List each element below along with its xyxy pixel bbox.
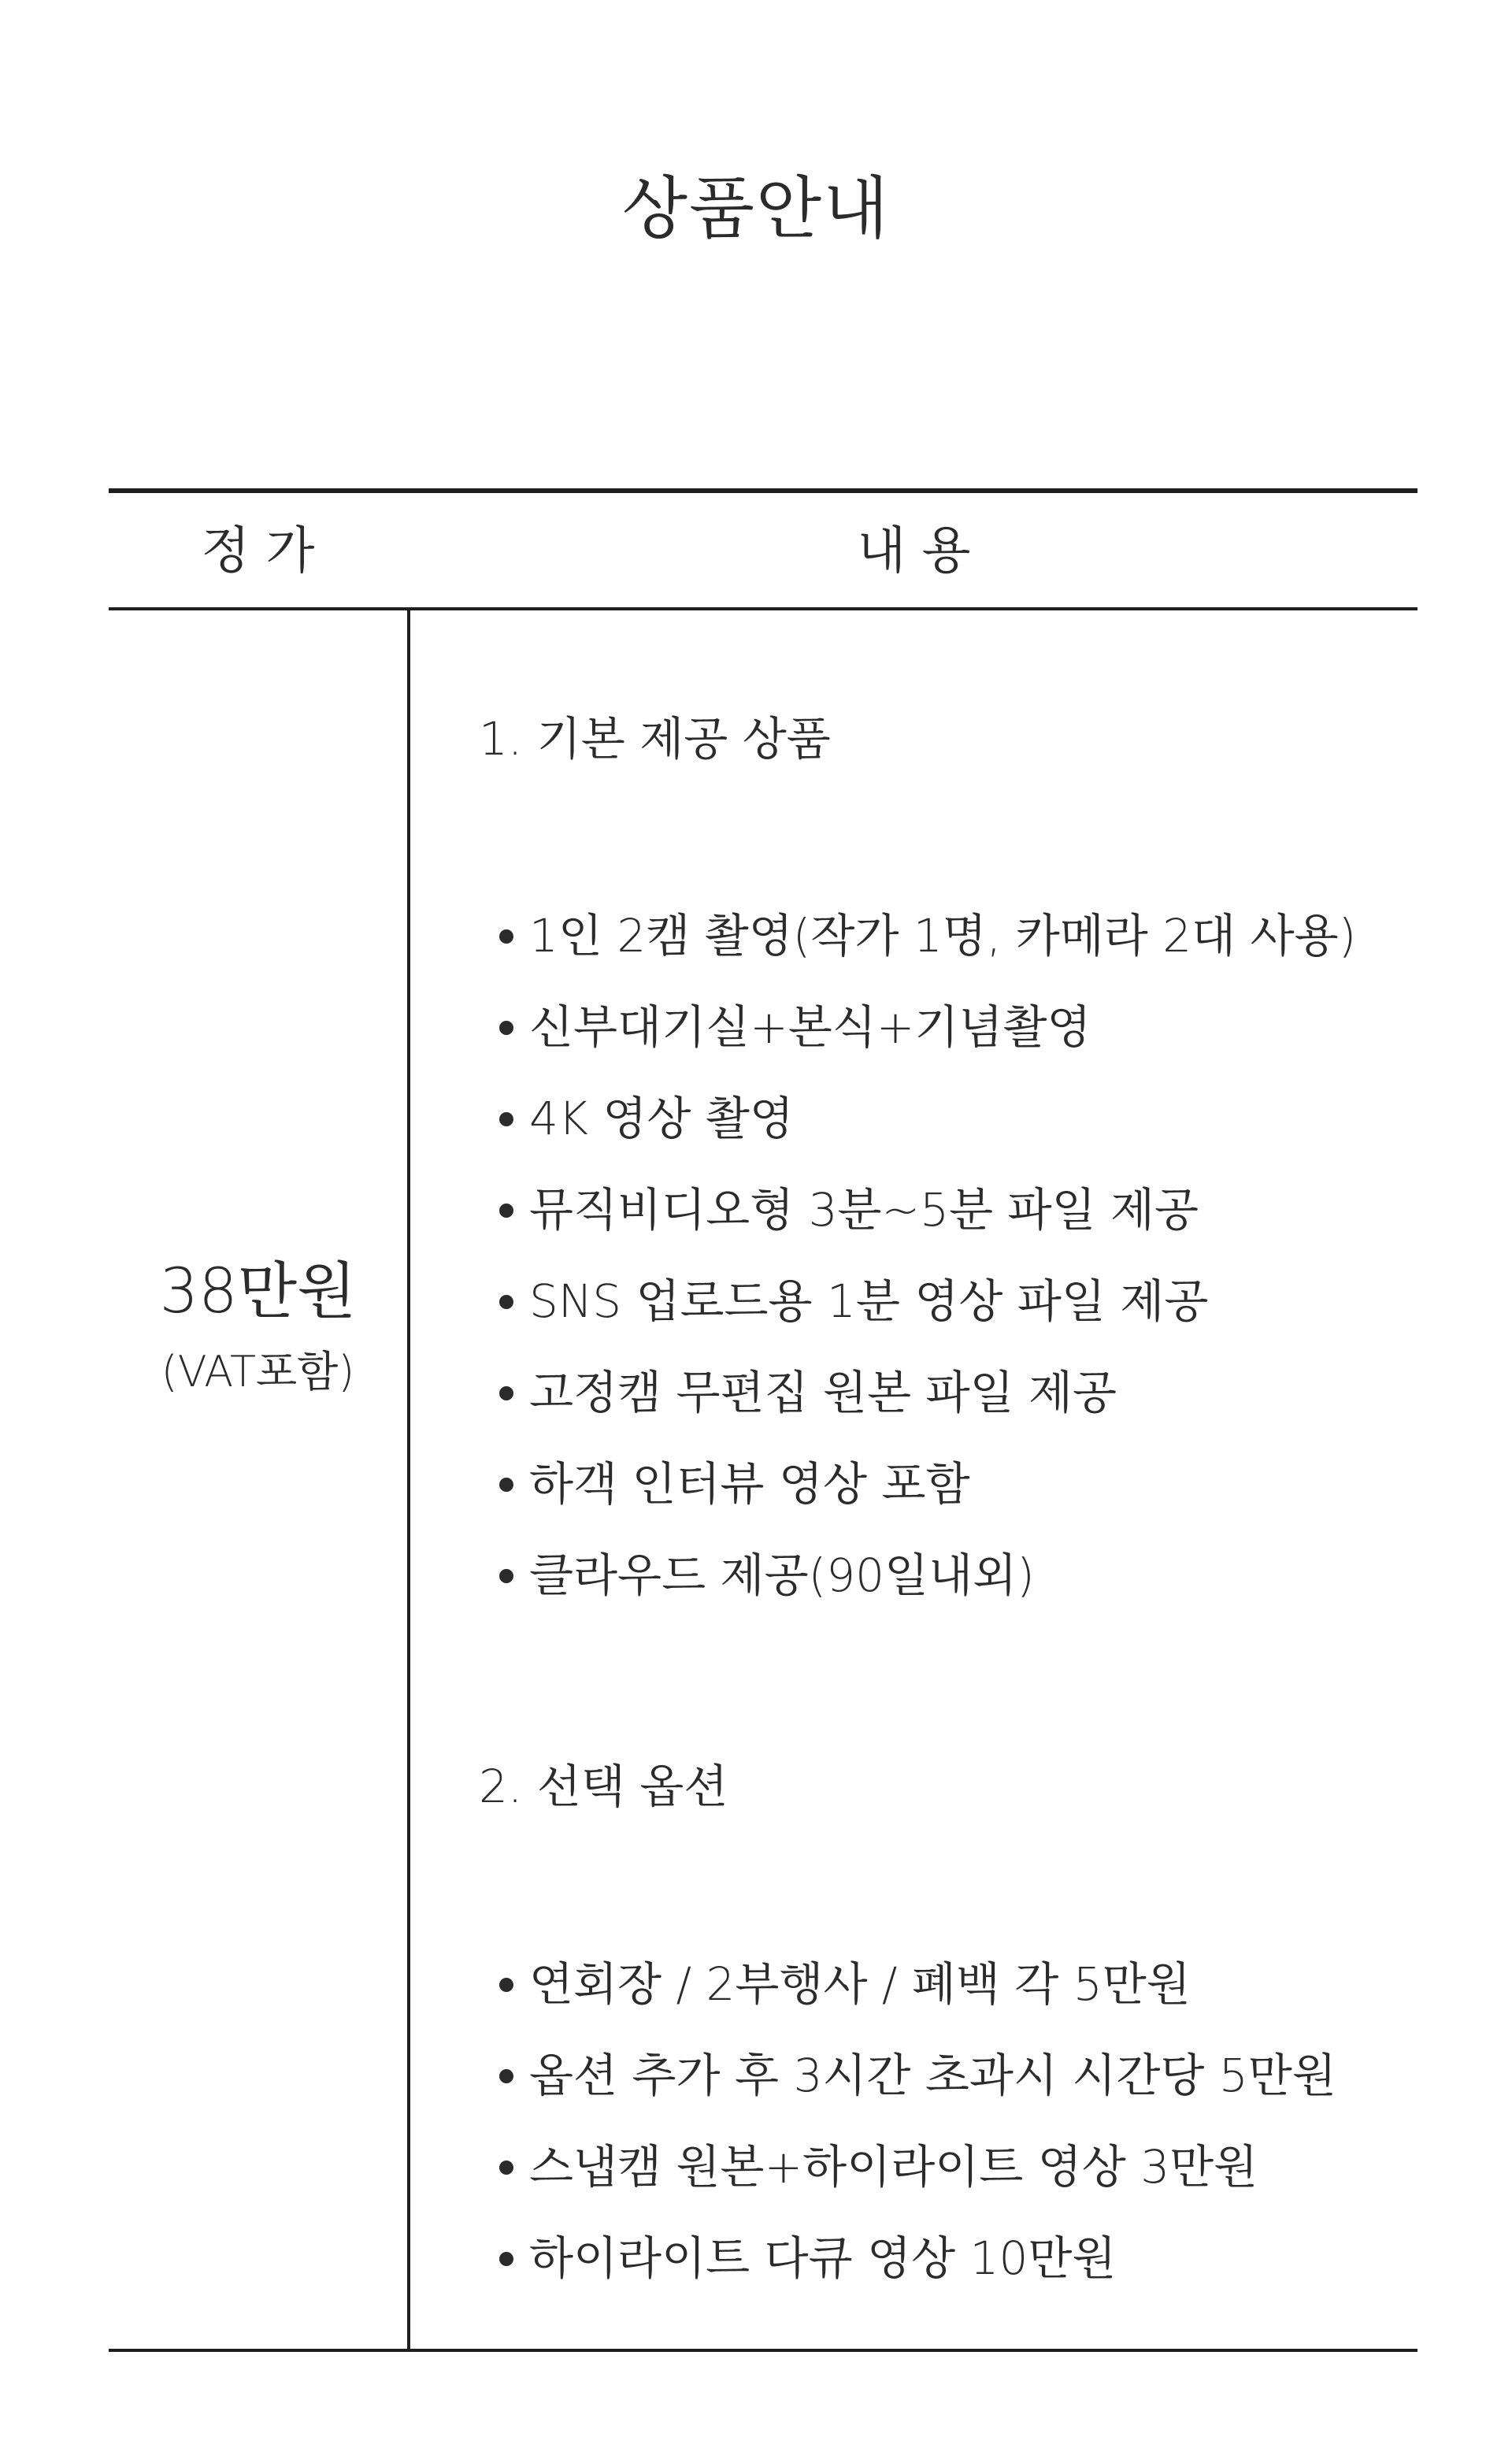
bullet-dot-icon [499,1112,513,1126]
list-item [479,1347,1408,1438]
bullet-dot-icon [499,1569,513,1583]
bullet-dot-icon [499,2069,513,2083]
price-amount: 38만원 [159,1256,357,1327]
column-divider [407,610,410,2349]
list-item [479,2030,1408,2121]
price-vat-note: (VAT포함) [161,1347,355,1396]
content-cell [479,707,1408,2304]
table-header-rule [109,607,1418,610]
bullet-dot-icon [499,2252,513,2266]
header-price: 정 가 [201,522,315,580]
list-item-text: 4K 영상 촬영 [529,1092,794,1145]
list-item-text: 하객 인터뷰 영상 포함 [529,1457,970,1511]
list-item-text: 고정캠 무편집 원본 파일 제공 [529,1366,1117,1419]
list-item [479,1164,1408,1256]
bullet-dot-icon [499,1478,513,1492]
table-bottom-rule [109,2349,1418,2352]
list-item-text: 스냅캠 원본+하이라이트 영상 3만원 [529,2140,1258,2194]
list-item [479,1938,1408,2030]
list-item-text: 신부대기실+본식+기념촬영 [529,1000,1091,1054]
list-item-text: 클라우드 제공(90일내외) [529,1549,1035,1602]
list-item-text: 하이라이트 다큐 영상 10만원 [529,2231,1117,2285]
list-item-text: 연회장 / 2부행사 / 폐백 각 5만원 [529,1957,1191,2011]
list-item-text: 옵션 추가 후 3시간 초과시 시간당 5만원 [529,2049,1336,2102]
bullet-dot-icon [499,1295,513,1309]
option-items-list [479,1938,1408,2304]
list-item [479,1530,1408,1621]
header-content: 내 용 [857,522,971,580]
bullet-dot-icon [499,1204,513,1218]
bullet-dot-icon [499,1386,513,1400]
list-item [479,981,1408,1073]
bullet-dot-icon [499,1021,513,1035]
list-item-text: SNS 업로드용 1분 영상 파일 제공 [529,1274,1209,1328]
page-title: 상품안내 [621,169,891,248]
list-item-text: 뮤직비디오형 3분~5분 파일 제공 [529,1183,1199,1237]
list-item [479,1438,1408,1530]
list-item [479,1256,1408,1347]
bullet-dot-icon [499,1978,513,1992]
section-title-options: 2. 선택 옵션 [479,1760,728,1813]
bullet-dot-icon [499,929,513,944]
table-top-rule [109,488,1418,493]
bullet-dot-icon [499,2161,513,2175]
list-item-text: 1인 2캠 촬영(작가 1명, 카메라 2대 사용) [529,909,1357,963]
list-item [479,1073,1408,1164]
section-title-basic: 1. 기본 제공 상품 [479,712,831,766]
basic-items-list [479,890,1408,1621]
list-item [479,2121,1408,2212]
list-item [479,890,1408,981]
price-cell [109,1252,407,1404]
list-item [479,2212,1408,2304]
